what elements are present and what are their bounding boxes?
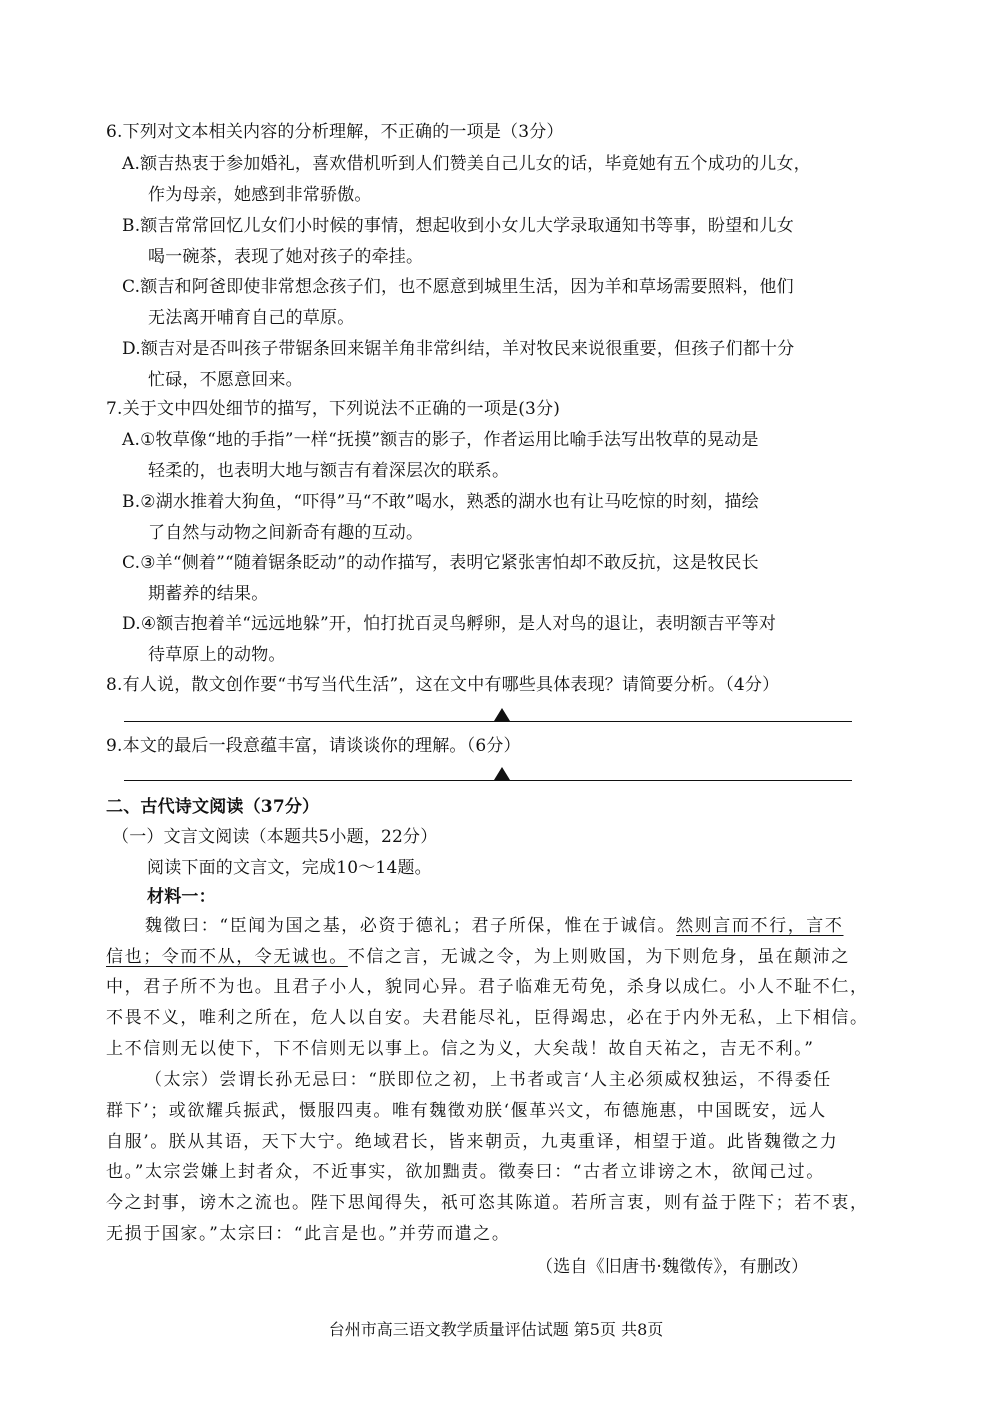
q6-option-a-cont: 作为母亲，她感到非常骄傲。 (148, 185, 372, 205)
q9-answer-line (124, 780, 852, 781)
passage-line: 不畏不义，唯利之所在，危人以自安。夫君能尽礼，臣得竭忠，必在于内外无私，上下相信。 (106, 1008, 869, 1028)
passage-line: （太宗）尝谓长孙无忌曰：“朕即位之初，上书者或言‘人主必须威权独运，不得委任 (145, 1070, 832, 1090)
q7-option-c-cont: 期蓄养的结果。 (148, 584, 269, 604)
q6-option-b: B.额吉常常回忆儿女们小时候的事情，想起收到小女儿大学录取通知书等事，盼望和儿女 (122, 216, 794, 236)
q6-option-a: A.额吉热衷于参加婚礼，喜欢借机听到人们赞美自己儿女的话，毕竟她有五个成功的儿女， (122, 154, 811, 174)
q7-option-b: B.②湖水推着大狗鱼，“吓得”马“不敢”喝水，熟悉的湖水也有让马吃惊的时刻，描绘 (122, 492, 759, 512)
q6-option-d-cont: 忙碌，不愿意回来。 (148, 370, 303, 390)
instruction-text: 阅读下面的文言文，完成10～14题。 (147, 858, 432, 878)
passage-line: 群下’；或欲耀兵振武，慑服四夷。唯有魏徵劝朕‘偃革兴文，布德施惠，中国既安，远人 (106, 1101, 827, 1121)
q7-option-d-cont: 待草原上的动物。 (148, 645, 286, 665)
passage-line: 自服’。朕从其语，天下大宁。绝域君长，皆来朝贡，九夷重译，相望于道。此皆魏徵之力 (106, 1132, 839, 1152)
q6-option-b-cont: 喝一碗茶，表现了她对孩子的牵挂。 (148, 247, 424, 267)
q7-stem: 7.关于文中四处细节的描写，下列说法不正确的一项是(3分) (106, 399, 561, 419)
underlined-text: 然则言而不行，言不 (676, 916, 844, 936)
q6-option-c: C.额吉和阿爸即使非常想念孩子们，也不愿意到城里生活，因为羊和草场需要照料，他们 (122, 277, 794, 297)
q6-option-d: D.额吉对是否叫孩子带锯条回来锯羊角非常纠结，羊对牧民来说很重要，但孩子们都十分 (122, 339, 795, 359)
passage-line: 中，君子所不为也。且君子小人，貌同心异。君子临难无苟免，杀身以成仁。小人不耻不仁， (106, 977, 869, 997)
q7-option-b-cont: 了自然与动物之间新奇有趣的互动。 (148, 523, 424, 543)
q9-stem: 9.本文的最后一段意蕴丰富，请谈谈你的理解。（6分） (106, 736, 521, 756)
passage-text: 不信之言，无诚之令，为上则败国，为下则危身，虽在颠沛之 (347, 947, 851, 967)
answer-triangle-icon (494, 767, 510, 780)
passage-line: 也。”太宗尝嫌上封者众，不近事实，欲加黜责。徵奏曰：“古者立诽谤之木，欲闻己过。 (106, 1162, 825, 1182)
passage-line: 今之封事，谤木之流也。陛下思闻得失，祇可恣其陈道。若所言衷，则有益于陛下；若不衷， (106, 1193, 869, 1213)
q7-option-a: A.①牧草像“地的手指”一样“抚摸”额吉的影子，作者运用比喻手法写出牧草的晃动是 (122, 430, 759, 450)
passage-line (106, 945, 850, 969)
passage-line (145, 914, 844, 938)
subsection-title: （一）文言文阅读（本题共5小题，22分） (112, 827, 438, 847)
passage-line: 无损于国家。”太宗曰：“此言是也。”并劳而遣之。 (106, 1224, 511, 1244)
q7-option-c: C.③羊“侧着”“随着锯条眨动”的动作描写，表明它紧张害怕却不敢反抗，这是牧民长 (122, 553, 759, 573)
q7-option-d: D.④额吉抱着羊“远远地躲”开，怕打扰百灵鸟孵卵，是人对鸟的退让，表明额吉平等对 (122, 614, 777, 634)
material-label: 材料一： (147, 887, 216, 907)
passage-line: 上不信则无以使下，下不信则无以事上。信之为义，大矣哉！故自天祐之，吉无不利。” (106, 1039, 815, 1059)
q6-option-c-cont: 无法离开哺育自己的草原。 (148, 308, 355, 328)
q7-option-a-cont: 轻柔的，也表明大地与额吉有着深层次的联系。 (148, 461, 510, 481)
page-footer: 台州市高三语文教学质量评估试题 第5页 共8页 (328, 1320, 664, 1339)
source-citation: （选自《旧唐书·魏徵传》，有删改） (536, 1257, 809, 1277)
q8-stem: 8.有人说，散文创作要“书写当代生活”，这在文中有哪些具体表现？请简要分析。（4分） (106, 675, 780, 695)
q8-answer-line (124, 721, 852, 722)
underlined-text: 信也；令而不从，令无诚也。 (106, 947, 348, 967)
passage-text: 魏徵曰：“臣闻为国之基，必资于德礼；君子所保，惟在于诚信。 (145, 916, 677, 936)
answer-triangle-icon (494, 708, 510, 721)
section-title: 二、古代诗文阅读（37分） (106, 797, 320, 817)
q6-stem: 6.下列对文本相关内容的分析理解，不正确的一项是（3分） (106, 122, 564, 142)
